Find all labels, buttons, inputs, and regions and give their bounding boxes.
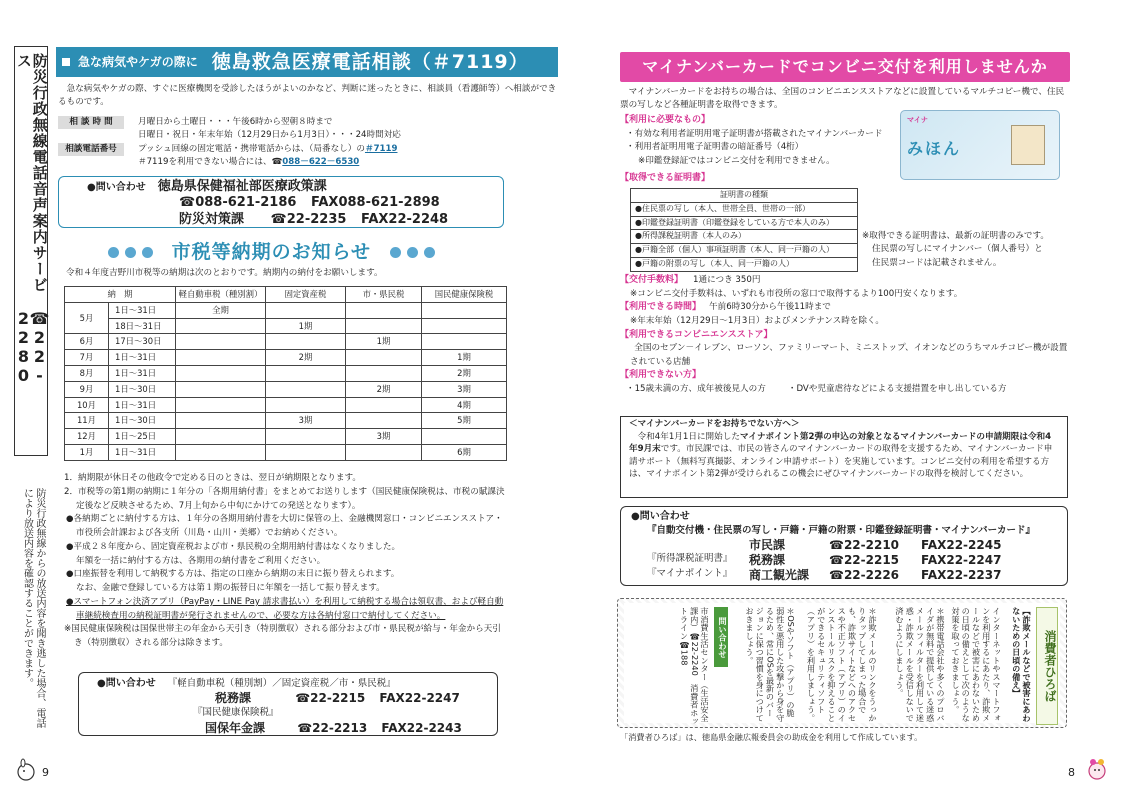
tax-note-1: 1．納期限が休日その他政令で定める日のときは、翌日が納期限となります。	[64, 473, 361, 483]
period-cell	[346, 318, 422, 334]
period-cell	[176, 350, 266, 366]
nocard-pre: 令和4年1月1日に開始した	[637, 431, 740, 442]
range-cell: 1日～25日	[109, 429, 176, 445]
contact-dept-2: 税務課	[749, 553, 786, 568]
emergency-hours	[58, 116, 558, 169]
tax-note-3: ※国民健康保険税は国保世帯主の年金から天引き（特別徴収）される部分および市・県民税が給与・年金から天引き（特別徴収）される部分は除きます。	[64, 624, 501, 648]
period-cell: 全期	[176, 302, 266, 318]
nocard-post: です。市民課では、市民の皆さんのマイナンバーカードの取得を支援するため、マイナンバーカード申請サポート（無料写真撮影、オンライン申請サポート）を実施しています。コンビニ交付の利用を希望する方は、マイナポイント第2弾が受けられるこの機会にぜひマイナンバーカードの取得を検討してください。	[629, 444, 1053, 480]
tax-notes	[64, 472, 509, 651]
table-row	[65, 365, 507, 381]
table-row	[65, 397, 507, 413]
mascot-icon	[14, 758, 38, 787]
emergency-header	[56, 47, 558, 77]
phone-1-text: プッシュ回線の固定電話・携帯電話からは、（局番なし）の	[138, 143, 365, 154]
tax-bullet-2b: 年額を一括に納付する方は、各期用の納付書をご利用ください。	[76, 555, 326, 566]
cert-item: ●戸籍全部（個人）事項証明書（本人、同一戸籍の人）	[631, 244, 858, 258]
table-header-row	[65, 287, 507, 303]
time: 午前6時30分から午後11時まで	[709, 302, 831, 313]
hours-label: 相 談 時 間	[58, 116, 124, 129]
period-cell	[346, 444, 422, 460]
dot-icon	[142, 247, 153, 258]
side-title: 防災行政無線電話音声案内サービス	[15, 53, 49, 293]
period-cell	[422, 318, 507, 334]
certs-note-1: ※取得できる証明書は、最新の証明書のみです。	[862, 231, 1049, 241]
period-cell: 2期	[422, 365, 507, 381]
contact-dept-1: 市民課	[749, 538, 786, 553]
needs-label: 【利用に必要なもの】	[620, 115, 711, 125]
certs-notes	[862, 230, 1072, 270]
contact-dept-fax: FAX22-2248	[360, 211, 449, 227]
tax-note-2: 2．市税等の第1期の納期に１年分の「各期用納付書」をまとめてお送りします（国民健康保険税は、市税の賦課決定後など反映させるため、7月上旬から中旬にかけての発送となります）。	[64, 486, 505, 511]
contact-dept-tel[interactable]: ☎22-2235	[270, 211, 347, 227]
range-cell: 1日～31日	[109, 444, 176, 460]
header-cell: 軽自動車税（種別割）	[176, 287, 266, 303]
contact-dept-2: 国保年金課	[205, 720, 266, 735]
period-cell	[422, 334, 507, 350]
consumer-body-1: インターネットやスマートフォンを利用するにあたり、詐欺メールなどで被害にあわないための日頃の備えとして次のような対策を取っておきましょう。	[951, 607, 1002, 722]
hours-2: 日曜日・祝日・年末年始（12月29日から1月3日）・・・24時間対応	[138, 130, 401, 141]
fee: 1通につき 350円	[693, 275, 761, 285]
tax-bullet-3: ●口座振替を利用して納税する方は、指定の口座から納期の末日に振り替えられます。	[66, 569, 400, 580]
consumer-title: 消費者ひろば	[1036, 607, 1058, 725]
certs-note-3: 住民票コードは記載されません。	[872, 257, 1002, 268]
range-cell: 1日～31日	[109, 365, 176, 381]
consumer-body-4: ＊OSやソフト（アプリ）の脆弱性を悪用した攻撃から身を守るため、常にOSを最新のバージョンに保つ習慣を身につけておきましょう。	[745, 607, 796, 722]
contact-fax-1: FAX22-2245	[921, 538, 1002, 553]
month-cell: 5月	[65, 302, 109, 334]
period-cell	[176, 429, 266, 445]
contact-box-mynumber	[620, 506, 1068, 586]
tax-bullet-2: ●平成２８年度から、固定資産税および市・県民税の全期用納付書はなくなりました。	[66, 541, 401, 552]
certs-label: 【取得できる証明書】	[620, 173, 711, 183]
hours-1: 月曜日から土曜日・・・午後6時から翌朝８時まで	[138, 117, 333, 127]
period-cell	[266, 444, 346, 460]
needs-section	[620, 114, 900, 168]
tax-heading-text: 市税等納期のお知らせ	[171, 241, 372, 263]
table-row	[65, 381, 507, 397]
table-row	[65, 302, 507, 318]
contact-label: ●問い合わせ	[631, 511, 690, 522]
tax-intro: 令和４年度吉野川市税等の納期は次のとおりです。納期内の納付をお願いします。	[66, 268, 383, 278]
contact-line-3: 『マイナポイント』	[647, 568, 733, 580]
fee-note: ※コンビニ交付手数料は、いずれも市役所の窓口で取得するより100円安くなります。	[630, 288, 963, 299]
page-number-left: 9	[42, 766, 49, 779]
time-label: 【利用できる時間】	[620, 302, 702, 313]
header-cell: 国民健康保険税	[422, 287, 507, 303]
contact-tel-1[interactable]: ☎22-2215	[295, 691, 366, 706]
contact-tel-2[interactable]: ☎22-2215	[829, 553, 900, 568]
contact-box-tax	[78, 672, 498, 736]
period-cell: 3期	[346, 429, 422, 445]
contact-tel-1[interactable]: ☎22-2210	[829, 538, 900, 553]
range-cell: 18日～31日	[109, 318, 176, 334]
tax-schedule-table	[64, 286, 507, 461]
card-name: みほん	[907, 139, 962, 158]
period-cell: 1期	[422, 350, 507, 366]
month-cell: 8月	[65, 365, 109, 381]
page-number-right: 8	[1068, 766, 1075, 779]
period-cell	[176, 334, 266, 350]
period-cell: 5期	[422, 413, 507, 429]
tax-bullet-3b: なお、金融で登録している方は第１期の振替日に年額を一括して振り替えます。	[76, 583, 385, 593]
contact-label: ●問い合わせ	[97, 678, 156, 689]
table-row	[631, 244, 858, 258]
table-row	[631, 257, 858, 271]
tax-bullet-1: ●各納期ごとに納付する方は、１年分の各期用納付書を大切に保管の上、金融機関窓口・コンビニエンスストア・市役所会計課および各支所（川島・山川・美郷）でお納めください。	[66, 514, 503, 538]
needs-3: ※印鑑登録証ではコンビニ交付を利用できません。	[638, 155, 835, 166]
card-photo-icon	[1011, 125, 1045, 165]
cert-item: ●戸籍の附票の写し（本人、同一戸籍の人）	[631, 257, 858, 271]
table-row	[631, 202, 858, 216]
contact-line-1: 『軽自動車税（種別割）／固定資産税／市・県民税』	[167, 678, 396, 689]
period-cell	[176, 397, 266, 413]
contact-tel[interactable]: ☎088-621-2186	[179, 195, 297, 211]
certs-table	[630, 188, 858, 272]
phone-label: 相談電話番号	[58, 143, 124, 156]
dot-icon	[390, 247, 401, 258]
month-cell: 12月	[65, 429, 109, 445]
contact-fax-1: FAX22-2247	[379, 691, 460, 706]
dot-icon	[407, 247, 418, 258]
contact-line-2: 『国民健康保険税』	[193, 707, 279, 719]
period-cell	[176, 318, 266, 334]
period-cell	[176, 444, 266, 460]
side-band	[14, 46, 48, 456]
month-cell: 9月	[65, 381, 109, 397]
certs-header: 証明書の種類	[631, 189, 858, 203]
period-cell	[176, 413, 266, 429]
contact-fax-3: FAX22-2237	[921, 568, 1002, 583]
table-row	[65, 413, 507, 429]
contact-line-2: 『所得課税証明書』	[647, 553, 733, 565]
cant-1: ・15歳未満の方、成年被後見人の方	[626, 384, 766, 394]
contact-box-health	[58, 176, 504, 228]
month-cell: 6月	[65, 334, 109, 350]
period-cell	[266, 302, 346, 318]
period-cell: 2期	[346, 381, 422, 397]
table-row	[65, 334, 507, 350]
period-cell	[266, 429, 346, 445]
month-cell: 1月	[65, 444, 109, 460]
table-row	[65, 444, 507, 460]
phone-2-number[interactable]: 088－622－6530	[282, 156, 360, 167]
emergency-lead: 急な病気やケガの際に	[78, 55, 198, 69]
consumer-subtitle: 【詐欺メールなどで被害にあわないための日頃の備え】	[1011, 607, 1032, 722]
contact-dept-1: 税務課	[215, 691, 252, 706]
card-tag: マイナ	[907, 116, 928, 124]
nocard-box	[620, 416, 1068, 498]
period-cell: 1期	[266, 318, 346, 334]
period-cell: 3期	[422, 381, 507, 397]
table-row	[65, 318, 507, 334]
dot-icon	[125, 247, 136, 258]
tax-heading	[105, 238, 438, 267]
nocard-title: ＜マイナンバーカードをお持ちでない方へ＞	[629, 419, 800, 429]
header-cell: 納 期	[65, 287, 176, 303]
usage-section	[620, 274, 1070, 396]
period-cell	[346, 397, 422, 413]
certs-note-2: 住民票の写しにマイナンバー（個人番号）と	[872, 244, 1043, 255]
period-cell	[266, 397, 346, 413]
period-cell	[422, 429, 507, 445]
period-cell	[266, 334, 346, 350]
dot-icon	[108, 247, 119, 258]
needs-2: ・利用者証明用電子証明書の暗証番号（4桁）	[626, 142, 804, 153]
contact-fax-2: FAX22-2243	[381, 720, 462, 735]
emergency-title: 徳島救急医療電話相談（＃7119）	[211, 50, 529, 73]
needs-1: ・有効な利用者証明用電子証明書が搭載されたマイナンバーカード	[626, 128, 883, 139]
footer-note: 「消費者ひろば」は、徳島県金融広報委員会の助成金を利用して作成しています。	[620, 732, 923, 742]
table-row	[631, 216, 858, 230]
emergency-intro: 急な病気やケガの際、すぐに医療機関を受診したほうがよいのかなど、判断に迷ったときに、相談員（看護師等）へ相談ができるものです。	[58, 84, 557, 108]
cert-item: ●住民票の写し（本人、世帯全員、世帯の一部）	[631, 202, 858, 216]
period-cell	[346, 365, 422, 381]
cant-2: ・DVや児童虐待などによる支援措置を申し出している方	[787, 384, 1007, 394]
period-cell	[346, 413, 422, 429]
consumer-body-3: ＊詐欺メールのリンクをうっかりタップしてしまった場合でも、詐欺サイトなどへのアクセスや不正ソフト（アプリ）のインストールリスクを抑えることができるセキュリティソフト（アプリ）を利用しましょう。	[806, 607, 878, 722]
contact-org: 徳島県保健福祉部医療政策課	[157, 179, 327, 194]
contact-tel-3[interactable]: ☎22-2226	[829, 568, 900, 583]
mynumber-header: マイナンバーカードでコンビニ交付を利用しませんか	[620, 52, 1070, 82]
contact-dept: 防災対策課	[179, 211, 245, 227]
consumer-body-2: ＊携帯電話会社や多くのプロバイダが無料で提供している迷惑メールフィルターを利用して迷惑・詐欺メールを受信しないで済むようにしましょう。	[895, 607, 946, 722]
period-cell	[176, 365, 266, 381]
side-note: 防災行政無線からの放送内容を聞き逃した場合、電話により放送内容を確認することができます。	[21, 488, 45, 728]
contact-label: ●問い合わせ	[87, 182, 146, 193]
dot-icon	[424, 247, 435, 258]
period-cell	[346, 302, 422, 318]
contact-dept-3: 商工観光課	[749, 568, 810, 583]
cert-item: ●所得課税証明書（本人のみ）	[631, 230, 858, 244]
period-cell	[176, 381, 266, 397]
month-cell: 11月	[65, 413, 109, 429]
range-cell: 1日～30日	[109, 381, 176, 397]
store-label: 【利用できるコンビニエンスストア】	[620, 329, 773, 340]
period-cell: 6期	[422, 444, 507, 460]
nocard-bold: マイナポイント第2弾の申込の対象となるマイナンバーカードの申請期限は令和4年9月末	[629, 431, 1052, 455]
header-cell: 市・県民税	[346, 287, 422, 303]
range-cell: 17日～30日	[109, 334, 176, 350]
period-cell: 4期	[422, 397, 507, 413]
contact-fax: FAX088-621-2898	[310, 195, 440, 211]
month-cell: 10月	[65, 397, 109, 413]
month-cell: 7月	[65, 350, 109, 366]
range-cell: 1日～31日	[109, 350, 176, 366]
range-cell: 1日～30日	[109, 413, 176, 429]
mynumber-intro: マイナンバーカードをお持ちの場合は、全国のコンビニエンスストアなどに設置しているマルチコピー機で、住民票の写しなど各種証明書を取得できます。	[620, 87, 1065, 111]
contact-fax-2: FAX22-2247	[921, 553, 1002, 568]
table-row	[65, 350, 507, 366]
period-cell: 2期	[266, 350, 346, 366]
range-cell: 1日～31日	[109, 302, 176, 318]
period-cell	[266, 365, 346, 381]
contact-tel-2[interactable]: ☎22-2213	[297, 720, 368, 735]
period-cell	[422, 302, 507, 318]
range-cell: 1日～31日	[109, 397, 176, 413]
store: 全国のセブン－イレブン、ローソン、ファミリーマート、ミニストップ、イオンなどのうちマルチコピー機が設置されている店舗	[630, 343, 1068, 367]
fee-label: 【交付手数料】	[620, 275, 684, 285]
period-cell	[346, 350, 422, 366]
side-tel: ☎22-2280	[14, 308, 49, 385]
header-cell: 固定資産税	[266, 287, 346, 303]
cert-item: ●印鑑登録証明書（印鑑登録をしている方で本人のみ）	[631, 216, 858, 230]
consumer-contact-body: 市消費生活センター（生活安全課内）☎22-2240 消費者ホットライン☎188	[679, 607, 710, 726]
table-row	[65, 429, 507, 445]
phone-1-number[interactable]: ＃7119	[364, 143, 398, 154]
period-cell: 1期	[346, 334, 422, 350]
consumer-contact-label: 問い合わせ	[714, 607, 728, 667]
cant-label: 【利用できない方】	[620, 370, 702, 381]
mascot-icon	[1084, 756, 1110, 787]
contact-line-1: 『自動交付機・住民票の写し・戸籍・戸籍の附票・印鑑登録証明書・マイナンバーカード』	[647, 525, 1035, 536]
table-row	[631, 230, 858, 244]
period-cell	[266, 381, 346, 397]
period-cell: 3期	[266, 413, 346, 429]
phone-2-text: ＃7119を利用できない場合には、☎	[138, 156, 283, 167]
consumer-section	[617, 598, 1067, 728]
tax-bullet-4: ●スマートフォン決済アプリ（PayPay・LINE Pay 請求書払い）を利用して納税する場合は領収書、および軽自動車継続検査用の納税証明書が発行されませんので、必要な方は各納付窓口で納付してください。	[66, 596, 504, 621]
time-note: ※年末年始（12月29日～1月3日）およびメンテナンス時を除く。	[630, 316, 884, 327]
mynumber-card-image	[900, 110, 1060, 180]
